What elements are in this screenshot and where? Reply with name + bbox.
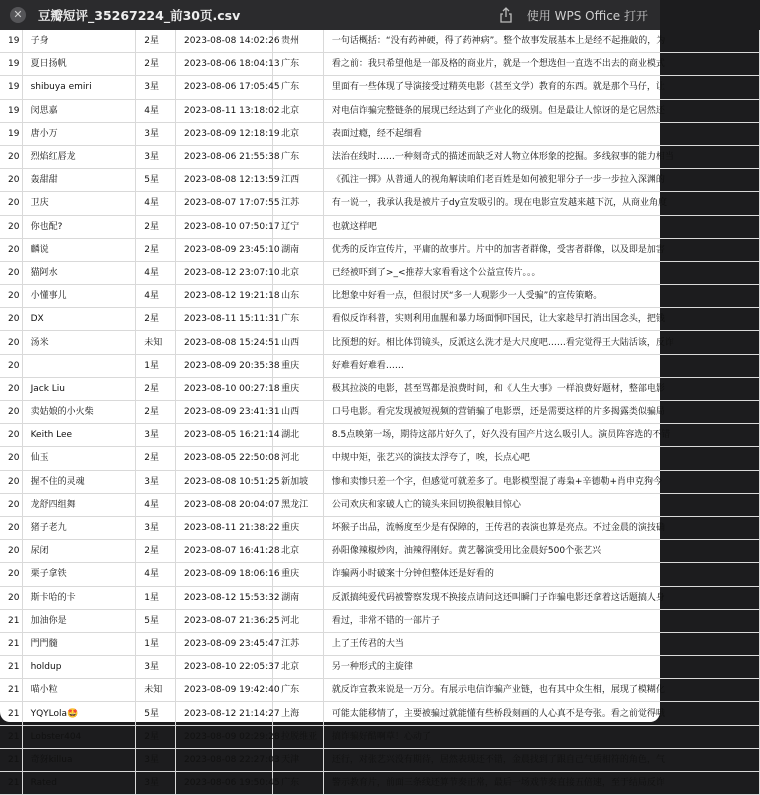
location-cell: 广东 — [273, 145, 324, 168]
location-cell: 山西 — [273, 401, 324, 424]
user-cell: 麟说 — [22, 238, 136, 261]
time-cell: 2023-08-08 10:51:25 — [176, 470, 273, 493]
location-cell: 湖南 — [273, 586, 324, 609]
table-row — [0, 725, 760, 748]
table-row — [0, 424, 760, 447]
location-cell: 广东 — [273, 772, 324, 795]
location-cell: 湖南 — [273, 238, 324, 261]
comment-cell: 中规中矩，张艺兴的演技太浮夸了，唉，长点心吧 — [323, 447, 759, 470]
user-cell: 烈焰红唇龙 — [22, 145, 136, 168]
page-cell: 21 — [0, 679, 22, 702]
comment-cell: 孙阳像辣椒炒肉，油辣得刚好。黄艺馨演受用比金晨好500个张艺兴 — [323, 540, 759, 563]
page-cell: 20 — [0, 470, 22, 493]
user-cell — [22, 354, 136, 377]
page-cell: 21 — [0, 702, 22, 725]
comment-cell: 口号电影。看完发现被短视频的营销骗了电影票，还是需要这样的片多揭露类似骗局 — [323, 401, 759, 424]
user-cell: 夏日扬帆 — [22, 53, 136, 76]
time-cell: 2023-08-12 23:07:10 — [176, 261, 273, 284]
page-cell: 21 — [0, 748, 22, 771]
user-cell: 握不住的灵魂 — [22, 470, 136, 493]
time-cell: 2023-08-06 17:05:45 — [176, 76, 273, 99]
page-cell: 20 — [0, 424, 22, 447]
user-cell: 轰甜甜 — [22, 169, 136, 192]
page-cell: 20 — [0, 331, 22, 354]
rating-cell: 1星 — [136, 586, 176, 609]
comment-cell: 一句话概括：“没有药神硬，得了药神病”。整个故事发展基本上是经不起推敲的，为 — [323, 30, 759, 53]
user-cell: 你也配? — [22, 215, 136, 238]
location-cell: 拉脱维亚 — [273, 725, 324, 748]
comment-cell: 反派搞纯爱代码被警察发现不换接点请问这还叫瞬门子诈骗电影还拿着这话题搞人身 — [323, 586, 759, 609]
page-cell: 19 — [0, 99, 22, 122]
comment-cell: 警示教育片，前面三条线还算节奏正常，最后一场戏节奏直接五倍速，至于结局反诈 — [323, 772, 759, 795]
rating-cell: 未知 — [136, 331, 176, 354]
page-cell: 19 — [0, 122, 22, 145]
time-cell: 2023-08-09 23:45:47 — [176, 632, 273, 655]
location-cell: 江苏 — [273, 632, 324, 655]
location-cell: 北京 — [273, 99, 324, 122]
table-row — [0, 401, 760, 424]
page-cell: 21 — [0, 656, 22, 679]
page-cell: 20 — [0, 215, 22, 238]
rating-cell: 2星 — [136, 725, 176, 748]
user-cell: 猫阿水 — [22, 261, 136, 284]
window-title: 豆瓣短评_35267224_前30页.csv — [38, 8, 241, 23]
table-body — [0, 30, 760, 795]
time-cell: 2023-08-10 00:27:18 — [176, 377, 273, 400]
location-cell: 北京 — [273, 261, 324, 284]
csv-table — [0, 30, 760, 795]
table-row — [0, 53, 760, 76]
comment-cell: 就反诈宣教来说是一万分。有展示电信诈骗产业链，也有其中众生相，展现了模糊化 — [323, 679, 759, 702]
comment-cell: 比想象中好看一点，但很讨厌“多一人观影少一人受骗”的宣传策略。 — [323, 285, 759, 308]
comment-cell: 看过，非常不错的一部片子 — [323, 609, 759, 632]
table-row — [0, 632, 760, 655]
rating-cell: 2星 — [136, 377, 176, 400]
page-cell: 21 — [0, 725, 22, 748]
location-cell: 重庆 — [273, 516, 324, 539]
table-row — [0, 609, 760, 632]
rating-cell: 1星 — [136, 632, 176, 655]
table-row — [0, 377, 760, 400]
table-row — [0, 331, 760, 354]
page-cell: 20 — [0, 493, 22, 516]
location-cell: 山西 — [273, 331, 324, 354]
location-cell: 北京 — [273, 540, 324, 563]
comment-cell: 优秀的反诈宣传片，平庸的故事片。片中的加害者群像，受害者群像，以及即是加害 — [323, 238, 759, 261]
comment-cell: 还行，对张艺兴没有期待，居然表现还不错，金晨找到了跟自己气质相符的角色，气 — [323, 748, 759, 771]
time-cell: 2023-08-07 16:41:28 — [176, 540, 273, 563]
user-cell: 小懂事儿 — [22, 285, 136, 308]
user-cell: holdup — [22, 656, 136, 679]
page-cell: 20 — [0, 169, 22, 192]
user-cell: 卖姑娘的小火柴 — [22, 401, 136, 424]
rating-cell: 2星 — [136, 30, 176, 53]
table-row — [0, 540, 760, 563]
table-row — [0, 656, 760, 679]
comment-cell: 好难看好难看…… — [323, 354, 759, 377]
user-cell: 斯卡哈的卡 — [22, 586, 136, 609]
user-cell: 喵小粒 — [22, 679, 136, 702]
time-cell: 2023-08-05 16:21:14 — [176, 424, 273, 447]
location-cell: 广东 — [273, 679, 324, 702]
location-cell: 黑龙江 — [273, 493, 324, 516]
rating-cell: 3星 — [136, 122, 176, 145]
time-cell: 2023-08-09 23:45:10 — [176, 238, 273, 261]
open-with-wps-button[interactable]: 使用 WPS Office 打开 — [526, 8, 648, 23]
comment-cell: 公司欢庆和家破人亡的镜头来回切换很触目惊心 — [323, 493, 759, 516]
page-cell: 20 — [0, 563, 22, 586]
user-cell: shibuya emiri — [22, 76, 136, 99]
time-cell: 2023-08-06 18:04:13 — [176, 53, 273, 76]
table-row — [0, 99, 760, 122]
time-cell: 2023-08-07 21:36:25 — [176, 609, 273, 632]
user-cell: 龙舒四组舞 — [22, 493, 136, 516]
user-cell: 奇犽killua — [22, 748, 136, 771]
table-row — [0, 447, 760, 470]
location-cell: 重庆 — [273, 563, 324, 586]
table-row — [0, 702, 760, 725]
comment-cell: 可能太能移情了，主要被骗过就能懂有些桥段刻画的人心真不是夸张。看之前觉得哦 — [323, 702, 759, 725]
location-cell: 山东 — [273, 285, 324, 308]
comment-cell: 坏猴子出品，流畅度至少是有保障的，王传君的表演也算是亮点。不过金晨的演技确 — [323, 516, 759, 539]
user-cell: 栗子拿铁 — [22, 563, 136, 586]
rating-cell: 2星 — [136, 53, 176, 76]
comment-cell: 有一说一，我承认我是被片子dy宣发吸引的。现在电影宣发越来越下沉，从商业角度 — [323, 192, 759, 215]
comment-cell: 另一种形式的主旋律 — [323, 656, 759, 679]
close-icon: ✕ — [13, 8, 23, 21]
table-row — [0, 285, 760, 308]
csv-preview[interactable] — [0, 30, 674, 789]
user-cell: 卫庆 — [22, 192, 136, 215]
page-cell: 19 — [0, 30, 22, 53]
time-cell: 2023-08-08 14:02:26 — [176, 30, 273, 53]
table-row — [0, 354, 760, 377]
location-cell: 贵州 — [273, 30, 324, 53]
user-cell: Lobster404 — [22, 725, 136, 748]
time-cell: 2023-08-11 21:38:22 — [176, 516, 273, 539]
comment-cell: 极其拉淡的电影，甚至骂都是浪费时间，和《人生大事》一样浪费好题材，整部电影 — [323, 377, 759, 400]
user-cell: YQYLola🤩 — [22, 702, 136, 725]
time-cell: 2023-08-09 20:35:38 — [176, 354, 273, 377]
comment-cell: 法治在线时……一种刻奇式的描述而缺乏对人物立体形象的挖掘。多线叙事的能力相当 — [323, 145, 759, 168]
table-row — [0, 748, 760, 771]
location-cell: 重庆 — [273, 377, 324, 400]
rating-cell: 5星 — [136, 169, 176, 192]
rating-cell: 2星 — [136, 238, 176, 261]
comment-cell: 诈骗两小时破案十分钟但整体还是好看的 — [323, 563, 759, 586]
time-cell: 2023-08-06 19:50:45 — [176, 772, 273, 795]
rating-cell: 4星 — [136, 493, 176, 516]
page-cell: 20 — [0, 145, 22, 168]
time-cell: 2023-08-08 20:04:07 — [176, 493, 273, 516]
time-cell: 2023-08-05 22:50:08 — [176, 447, 273, 470]
user-cell: 仙玉 — [22, 447, 136, 470]
location-cell: 湖北 — [273, 424, 324, 447]
rating-cell: 5星 — [136, 609, 176, 632]
location-cell: 广东 — [273, 308, 324, 331]
time-cell: 2023-08-09 12:18:19 — [176, 122, 273, 145]
comment-cell: 比预想的好。相比体罚镜头，反派这么洗才是大尺度吧……看完觉得王大陆活该，反诈 — [323, 331, 759, 354]
rating-cell: 4星 — [136, 261, 176, 284]
comment-cell: 对电信诈骗完整链条的展现已经达到了产业化的级别。但是最让人惊讶的是它居然还 — [323, 99, 759, 122]
comment-cell: 8.5点映第一场，期待这部片好久了，好久没有国产片这么吸引人。演员阵容选的不错 — [323, 424, 759, 447]
table-row — [0, 261, 760, 284]
table-row — [0, 493, 760, 516]
time-cell: 2023-08-08 12:13:59 — [176, 169, 273, 192]
page-cell: 20 — [0, 586, 22, 609]
user-cell: 汤米 — [22, 331, 136, 354]
table-row — [0, 308, 760, 331]
user-cell: DX — [22, 308, 136, 331]
comment-cell: 也就这样吧 — [323, 215, 759, 238]
page-cell: 20 — [0, 540, 22, 563]
rating-cell: 3星 — [136, 470, 176, 493]
rating-cell: 3星 — [136, 516, 176, 539]
comment-cell: 里面有一些体现了导演接受过精英电影（甚至文学）教育的东西。就是那个马仔，让 — [323, 76, 759, 99]
rating-cell: 4星 — [136, 285, 176, 308]
table-row — [0, 122, 760, 145]
time-cell: 2023-08-07 17:07:55 — [176, 192, 273, 215]
user-cell: Jack Liu — [22, 377, 136, 400]
table-row — [0, 76, 760, 99]
user-cell: 闵思嘉 — [22, 99, 136, 122]
page-cell: 19 — [0, 76, 22, 99]
location-cell: 河北 — [273, 447, 324, 470]
time-cell: 2023-08-09 02:29:28 — [176, 725, 273, 748]
time-cell: 2023-08-09 19:42:40 — [176, 679, 273, 702]
table-row — [0, 470, 760, 493]
page-cell: 20 — [0, 192, 22, 215]
time-cell: 2023-08-06 21:55:38 — [176, 145, 273, 168]
rating-cell: 4星 — [136, 99, 176, 122]
location-cell: 重庆 — [273, 354, 324, 377]
location-cell: 广东 — [273, 76, 324, 99]
location-cell: 上海 — [273, 702, 324, 725]
rating-cell: 未知 — [136, 679, 176, 702]
location-cell: 江苏 — [273, 192, 324, 215]
time-cell: 2023-08-11 15:11:31 — [176, 308, 273, 331]
comment-cell: 上了王传君的大当 — [323, 632, 759, 655]
location-cell: 江西 — [273, 169, 324, 192]
table-row — [0, 238, 760, 261]
time-cell: 2023-08-12 21:14:27 — [176, 702, 273, 725]
comment-cell: 已经被吓到了>_<推荐大家看看这个公益宣传片。。。 — [323, 261, 759, 284]
time-cell: 2023-08-11 13:18:02 — [176, 99, 273, 122]
page-cell: 20 — [0, 308, 22, 331]
table-row — [0, 169, 760, 192]
location-cell: 北京 — [273, 656, 324, 679]
rating-cell: 3星 — [136, 748, 176, 771]
table-row — [0, 215, 760, 238]
page-cell: 20 — [0, 401, 22, 424]
user-cell: 尿闭 — [22, 540, 136, 563]
time-cell: 2023-08-09 18:06:16 — [176, 563, 273, 586]
location-cell: 北京 — [273, 122, 324, 145]
time-cell: 2023-08-10 22:05:37 — [176, 656, 273, 679]
page-cell: 21 — [0, 772, 22, 795]
user-cell: Rated — [22, 772, 136, 795]
page-cell: 20 — [0, 377, 22, 400]
page-cell: 21 — [0, 609, 22, 632]
table-row — [0, 772, 760, 795]
table-row — [0, 145, 760, 168]
user-cell: 唐小万 — [22, 122, 136, 145]
page-cell: 20 — [0, 516, 22, 539]
rating-cell: 2星 — [136, 308, 176, 331]
page-cell: 19 — [0, 53, 22, 76]
table-row — [0, 192, 760, 215]
page-cell: 20 — [0, 238, 22, 261]
time-cell: 2023-08-12 19:21:18 — [176, 285, 273, 308]
location-cell: 河北 — [273, 609, 324, 632]
rating-cell: 1星 — [136, 354, 176, 377]
page-cell: 20 — [0, 261, 22, 284]
location-cell: 天津 — [273, 748, 324, 771]
rating-cell: 2星 — [136, 215, 176, 238]
time-cell: 2023-08-12 15:53:32 — [176, 586, 273, 609]
table-row — [0, 586, 760, 609]
rating-cell: 2星 — [136, 540, 176, 563]
title-bar — [0, 0, 660, 30]
rating-cell: 3星 — [136, 772, 176, 795]
comment-cell: 《孤注一掷》从普通人的视角解读咱们老百姓是如何被犯罪分子一步一步拉入深渊的 — [323, 169, 759, 192]
close-button[interactable] — [10, 7, 26, 23]
user-cell: Keith Lee — [22, 424, 136, 447]
comment-cell: 惨和卖惨只差一个字，但感觉可就差多了。电影模型混了毒枭+辛德勒+肖申克狗今 — [323, 470, 759, 493]
table-row — [0, 30, 760, 53]
comment-cell: 表面过瘾，经不起细看 — [323, 122, 759, 145]
user-cell: 猪子老九 — [22, 516, 136, 539]
comment-cell: 看之前：我只希望他是一部及格的商业片，就是一个想选但一直选不出去的商业模式 — [323, 53, 759, 76]
comment-cell: 搞诈骗好酷啊草！心动了 — [323, 725, 759, 748]
table-row — [0, 679, 760, 702]
rating-cell: 3星 — [136, 424, 176, 447]
table-row — [0, 516, 760, 539]
rating-cell: 5星 — [136, 702, 176, 725]
page-cell: 20 — [0, 354, 22, 377]
location-cell: 辽宁 — [273, 215, 324, 238]
page-cell: 20 — [0, 285, 22, 308]
share-icon[interactable] — [499, 7, 513, 23]
user-cell: 子身 — [22, 30, 136, 53]
time-cell: 2023-08-09 23:41:31 — [176, 401, 273, 424]
comment-cell: 看似反诈科普，实则利用血腥和暴力场面恫吓国民，让大家趁早打消出国念头，把钱 — [323, 308, 759, 331]
table-row — [0, 563, 760, 586]
rating-cell: 2星 — [136, 401, 176, 424]
page-cell: 20 — [0, 447, 22, 470]
rating-cell: 2星 — [136, 447, 176, 470]
time-cell: 2023-08-10 07:50:17 — [176, 215, 273, 238]
rating-cell: 3星 — [136, 656, 176, 679]
time-cell: 2023-08-08 15:24:51 — [176, 331, 273, 354]
page-cell: 21 — [0, 632, 22, 655]
location-cell: 新加坡 — [273, 470, 324, 493]
rating-cell: 4星 — [136, 563, 176, 586]
location-cell: 广东 — [273, 53, 324, 76]
time-cell: 2023-08-08 22:27:03 — [176, 748, 273, 771]
rating-cell: 4星 — [136, 192, 176, 215]
rating-cell: 3星 — [136, 76, 176, 99]
rating-cell: 3星 — [136, 145, 176, 168]
user-cell: 加油你是 — [22, 609, 136, 632]
user-cell: 門門髓 — [22, 632, 136, 655]
